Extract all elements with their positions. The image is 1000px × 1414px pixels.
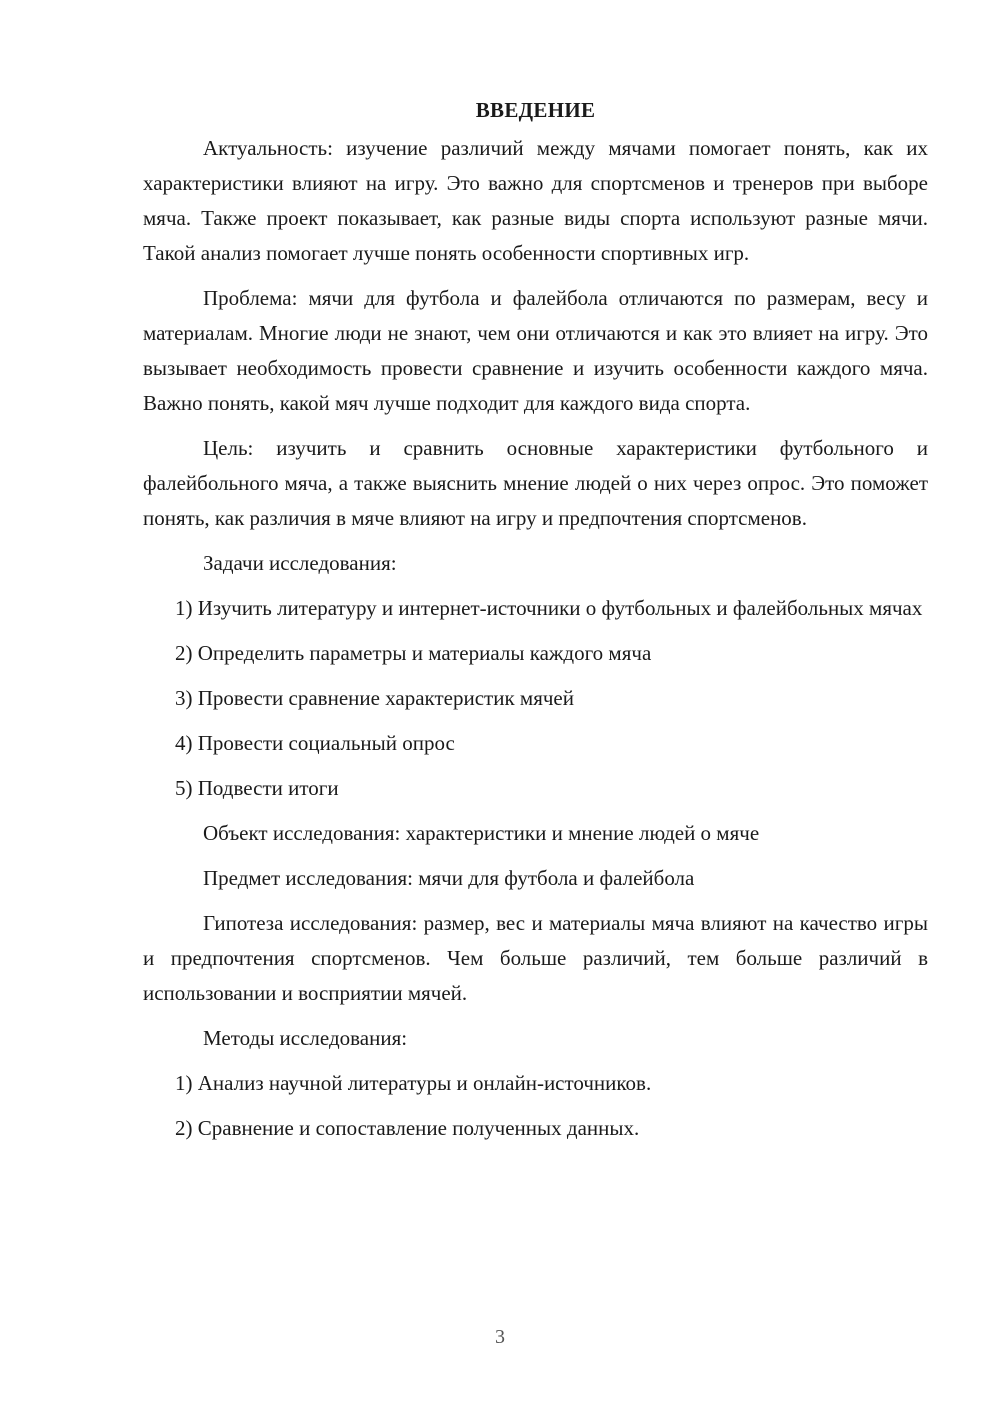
object-line: Объект исследования: характеристики и мнение людей о мяче [203,821,760,845]
page-number: 3 [495,1326,505,1348]
method-item: 1) Анализ научной литературы и онлайн-источников. [175,1071,652,1095]
problem-paragraph: Проблема: мячи для футбола и фалейбола отличаются по размерам, весу и материалам. Многие люди не знают, чем они отличаются и как это влияет на игру. Это вызывает необходимость провести сравнение и изучить особенности каждого мяча. Важно понять, какой мяч лучше подходит для каждого вида спорта. [143,286,928,415]
hypothesis-paragraph: Гипотеза исследования: размер, вес и материалы мяча влияют на качество игры и предпочтения спортсменов. Чем больше различий, тем больше различий в использовании и восприятии мячей. [143,911,928,1005]
task-item: 2) Определить параметры и материалы каждого мяча [175,641,652,665]
task-item: 4) Провести социальный опрос [175,731,455,755]
subject-line: Предмет исследования: мячи для футбола и фалейбола [203,866,695,890]
task-item: 3) Провести сравнение характеристик мячей [175,686,574,710]
method-item: 2) Сравнение и сопоставление полученных данных. [175,1116,640,1140]
section-title: ВВЕДЕНИЕ [475,98,596,122]
tasks-heading: Задачи исследования: [203,551,397,575]
task-item: 1) Изучить литературу и интернет-источники о футбольных и фалейбольных мячах [175,596,923,620]
document-page [143,92,928,1156]
actuality-paragraph: Актуальность: изучение различий между мячами помогает понять, как их характеристики влияют на игру. Это важно для спортсменов и тренеров при выборе мяча. Также проект показывает, как разные виды спорта используют разные мячи. Такой анализ помогает лучше понять особенности спортивных игр. [143,136,928,265]
task-item: 5) Подвести итоги [175,776,339,800]
methods-heading: Методы исследования: [203,1026,408,1050]
goal-paragraph: Цель: изучить и сравнить основные характеристики футбольного и фалейбольного мяча, а также выяснить мнение людей о них через опрос. Это поможет понять, как различия в мяче влияют на игру и предпочтения спортсменов. [143,436,928,530]
